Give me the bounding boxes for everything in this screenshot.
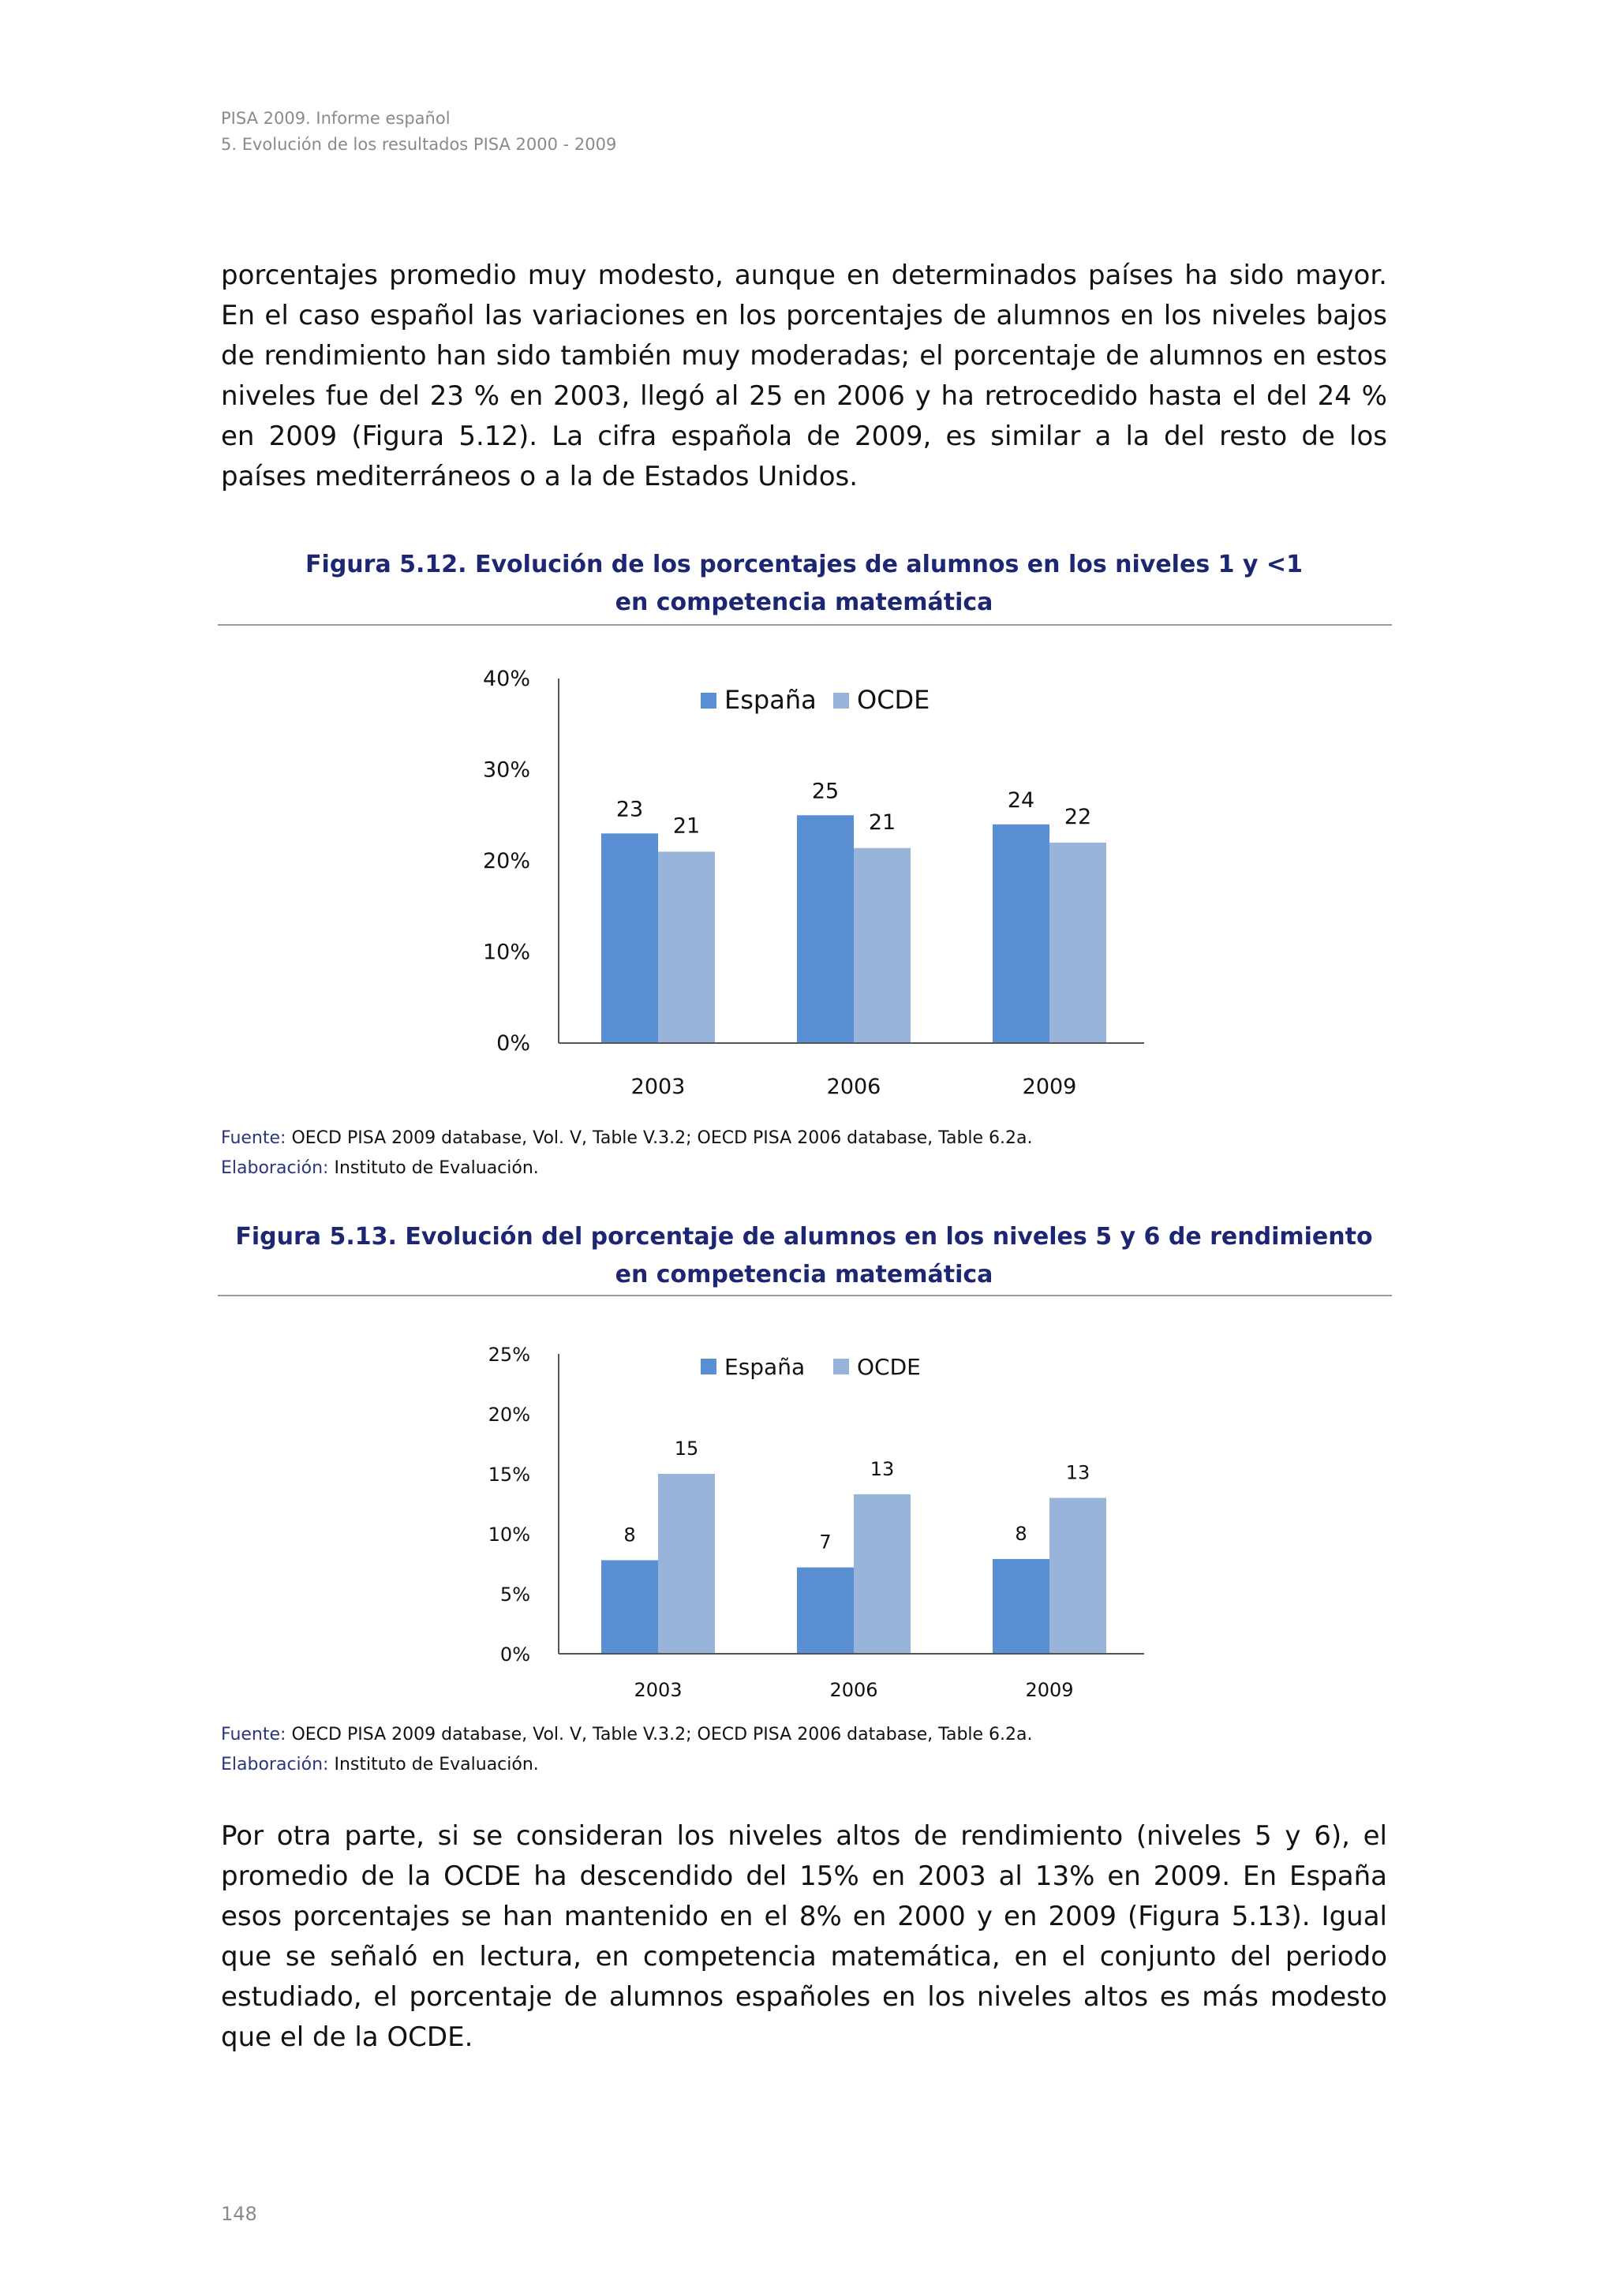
legend-swatch-espana xyxy=(701,693,716,709)
source-label: Fuente: xyxy=(221,1128,286,1148)
bar-ocde xyxy=(854,1494,911,1654)
figure-5-12-title-line-1: Figura 5.12. Evolución de los porcentajes de alumnos en los niveles 1 y <1 xyxy=(305,551,1303,578)
data-label: 21 xyxy=(868,810,896,835)
x-tick-label: 2003 xyxy=(630,1075,686,1099)
x-tick-label: 2006 xyxy=(829,1679,878,1701)
x-tick-label: 2009 xyxy=(1022,1075,1077,1099)
figure-5-13-title xyxy=(218,1218,1390,1294)
bar-espana xyxy=(797,815,854,1043)
bar-espana xyxy=(601,833,658,1043)
legend-label: OCDE xyxy=(857,1354,921,1380)
figure-5-13-rule xyxy=(218,1295,1392,1296)
elaboration-label: Elaboración: xyxy=(221,1158,329,1178)
data-label: 13 xyxy=(1065,1461,1090,1484)
data-label: 21 xyxy=(672,813,701,839)
bar-ocde xyxy=(1049,1498,1106,1654)
x-tick-label: 2003 xyxy=(634,1679,683,1701)
legend-label: España xyxy=(724,1354,806,1380)
elaboration-text: Instituto de Evaluación. xyxy=(334,1158,539,1178)
x-tick-label: 2006 xyxy=(826,1075,881,1099)
bar-ocde xyxy=(1049,843,1106,1043)
bar-ocde xyxy=(854,848,911,1043)
header-line-2: 5. Evolución de los resultados PISA 2000 - 2009 xyxy=(221,135,617,154)
y-tick-label: 10% xyxy=(488,1524,530,1546)
figure-5-12-chart xyxy=(0,647,1616,1120)
data-label: 8 xyxy=(623,1524,636,1546)
data-label: 25 xyxy=(811,779,840,804)
source-text: OECD PISA 2009 database, Vol. V, Table V.3.2; OECD PISA 2006 database, Table 6.2a. xyxy=(291,1128,1033,1148)
legend-swatch-ocde xyxy=(833,693,849,709)
legend-label: España xyxy=(724,685,817,715)
y-tick-label: 25% xyxy=(488,1344,530,1366)
figure-5-12-rule xyxy=(218,624,1392,626)
source-label: Fuente: xyxy=(221,1725,286,1744)
y-tick-label: 15% xyxy=(488,1464,530,1486)
y-tick-label: 5% xyxy=(499,1584,530,1606)
figure-5-12-source xyxy=(221,1124,1033,1184)
data-label: 22 xyxy=(1064,804,1092,829)
y-tick-label: 20% xyxy=(488,1404,530,1426)
running-header xyxy=(221,106,616,158)
data-label: 7 xyxy=(819,1531,832,1554)
data-label: 15 xyxy=(674,1438,699,1460)
figure-5-13-source xyxy=(221,1720,1033,1780)
figure-5-13-title-line-1: Figura 5.13. Evolución del porcentaje de alumnos en los niveles 5 y 6 de rendimiento xyxy=(235,1223,1373,1251)
chart-5-12-svg xyxy=(0,647,1616,1120)
page-number: 148 xyxy=(221,2203,257,2225)
bar-espana xyxy=(601,1560,658,1654)
y-tick-label: 20% xyxy=(482,849,530,873)
body-paragraph-1: porcentajes promedio muy modesto, aunque en determinados países ha sido mayor. En el caso español las variaciones en los porcentajes de alumnos en los niveles bajos de rendimiento han sido también muy moderadas; el porcentaje de alumnos en estos niveles fue del 23 % en 2003, llegó al 25 en 2006 y ha retrocedido hasta el del 24 % en 2009 (Figura 5.12). La cifra española de 2009, es similar a la del resto de los países mediterráneos o a la de Estados Unidos. xyxy=(221,260,1387,492)
figure-5-12-title-line-2: en competencia matemática xyxy=(615,589,993,616)
data-label: 13 xyxy=(870,1457,895,1480)
bar-espana xyxy=(993,1559,1049,1654)
header-line-1: PISA 2009. Informe español xyxy=(221,109,451,128)
legend-label: OCDE xyxy=(857,685,930,715)
figure-5-12-title xyxy=(218,546,1390,622)
source-text: OECD PISA 2009 database, Vol. V, Table V.3.2; OECD PISA 2006 database, Table 6.2a. xyxy=(291,1725,1033,1744)
elaboration-label: Elaboración: xyxy=(221,1755,329,1774)
data-label: 24 xyxy=(1007,787,1035,813)
bar-ocde xyxy=(658,1474,715,1654)
data-label: 23 xyxy=(615,797,644,822)
bar-espana xyxy=(993,825,1049,1043)
chart-5-13-svg xyxy=(0,1326,1616,1720)
bar-espana xyxy=(797,1568,854,1654)
figure-5-13-chart xyxy=(0,1326,1616,1720)
y-tick-label: 30% xyxy=(482,757,530,783)
bar-ocde xyxy=(658,851,715,1043)
legend-swatch-ocde xyxy=(833,1359,849,1374)
y-tick-label: 10% xyxy=(482,940,530,965)
y-tick-label: 0% xyxy=(499,1643,530,1666)
figure-5-13-title-line-2: en competencia matemática xyxy=(615,1261,993,1288)
y-tick-label: 0% xyxy=(496,1031,530,1056)
data-label: 8 xyxy=(1015,1522,1027,1545)
elaboration-text: Instituto de Evaluación. xyxy=(334,1755,539,1774)
legend-swatch-espana xyxy=(701,1359,716,1374)
x-tick-label: 2009 xyxy=(1025,1679,1074,1701)
body-paragraph-2: Por otra parte, si se consideran los niveles altos de rendimiento (niveles 5 y 6), el promedio de la OCDE ha descendido del 15% en 2003 al 13% en 2009. En España esos porcentajes se han mantenido en el 8% en 2000 y en 2009 (Figura 5.13). Igual que se señaló en lectura, en competencia matemática, en el conjunto del periodo estudiado, el porcentaje de alumnos españoles en los niveles altos es más modesto que el de la OCDE. xyxy=(221,1820,1387,2053)
y-tick-label: 40% xyxy=(482,667,530,691)
